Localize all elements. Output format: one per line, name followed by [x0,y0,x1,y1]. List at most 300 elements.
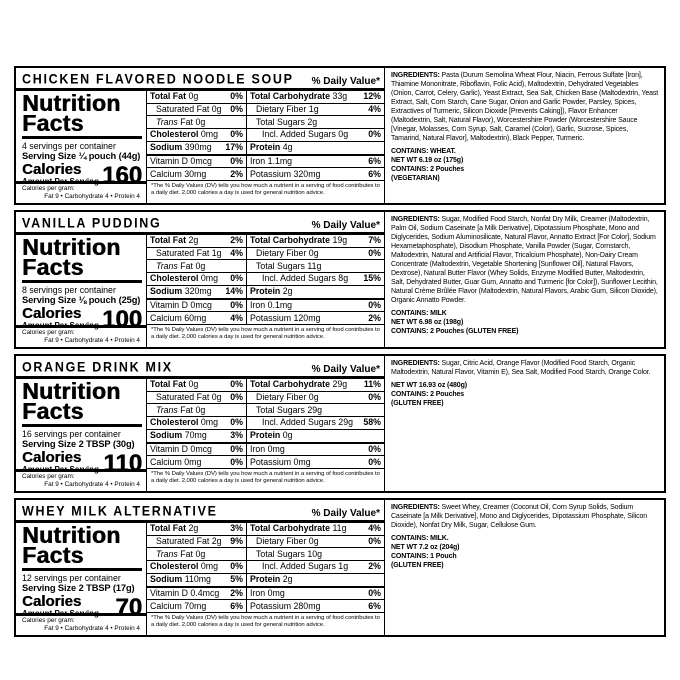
nutrient-name [156,105,222,115]
nutrient-dv-percent: 0% [230,417,243,428]
nutrient-name [150,380,198,390]
nutrient-label: Calcium [150,312,182,323]
nutrient-label: Total Fat [150,91,186,102]
nutrient-label: Dietary Fiber [256,103,307,114]
product-title: VANILLA PUDDING [22,215,162,231]
nutrient-name [262,274,348,284]
nutrient-dv-percent: 0% [368,129,381,140]
ingredients-paragraph [391,215,659,305]
calories-label: Calories [22,305,82,322]
nutrient-name [150,562,218,572]
nutrient-label: Incl. Added Sugars [262,561,336,572]
nutrient-name [150,524,198,534]
nutrient-row [147,417,246,430]
nutrient-row [247,523,384,536]
calories-per-gram-label: Calories per gram: [22,617,75,624]
nutrient-amount: 2g [280,286,293,297]
nutrient-label: Potassium [250,312,292,323]
servings-per-container: 16 servings per container [22,429,121,439]
nutrient-name [250,314,320,324]
serving-size: Serving Size ¼ pouch (44g) [22,151,141,161]
calories-label: Calories [22,449,82,466]
nutrient-label: Dietary Fiber [256,391,307,402]
ingredients-paragraph [391,359,659,377]
nutrient-row [147,404,246,417]
nutrient-name [250,301,292,311]
nutrient-amount: Fat 0g [177,404,206,415]
nutrient-amount: Fat 0g [177,260,206,271]
nutrient-dv-percent: 0% [230,155,243,166]
ingredients-paragraph [391,71,659,143]
nutrient-amount: 29g [304,404,323,415]
daily-value-header: % Daily Value* [311,508,380,519]
nutrient-name [156,406,205,416]
nutrient-amount: 1.1mg [265,155,293,166]
nutrient-row [247,456,384,469]
nutrient-amount: 30mg [181,168,207,179]
nutrition-facts-heading-line1: Nutrition [22,378,121,404]
product-title: ORANGE DRINK MIX [22,359,173,375]
nutrient-name [250,380,347,390]
nutrient-name [150,589,219,599]
nutrition-facts-heading-line1: Nutrition [22,234,121,260]
nutrient-dv-percent: 0% [368,535,381,546]
nutrient-row [247,273,384,286]
nutrient-amount: 0g [306,391,319,402]
nutrient-dv-percent: 4% [230,247,243,258]
nutrient-name [250,236,347,246]
nutrient-name [150,314,206,324]
nutrient-name [250,170,320,180]
nutrient-row [247,260,384,273]
nutrient-row [247,430,384,444]
nutrient-dv-percent: 15% [363,273,381,284]
nutrient-column-left [147,379,247,469]
nutrient-label: Protein [250,286,281,297]
package-meta-line: CONTAINS: 1 Pouch [391,553,457,560]
nutrient-amount: 0g [209,391,222,402]
nutrient-dv-percent: 0% [368,456,381,467]
nutrition-facts-heading-line2: Facts [22,257,142,283]
nutrient-column-right [247,523,384,613]
nutrient-label: Dietary Fiber [256,535,307,546]
nutrient-name [250,143,293,153]
serving-size: Serving Size 2 TBSP (30g) [22,439,135,449]
ingredients-text: Sweet Whey, Creamer (Coconut Oil, Corn Syrup Solids, Sodium Caseinate [a Milk Derivative], Mono and Diglycerides, Dipotassium Phosphate, Silicon Dioxide), Nonfat Dry Milk, Sugar, Cellulose Gum. [391,504,648,529]
nutrient-label: Potassium [250,456,292,467]
nutrient-name [256,393,319,403]
nutrient-label: Saturated Fat [156,391,210,402]
nutrient-dv-percent: 9% [230,535,243,546]
nutrient-column-right [247,235,384,325]
calories-label: Calories [22,593,82,610]
nutrient-row [147,104,246,117]
nutrient-amount: 19g [330,235,348,246]
nutrient-label: Protein [250,574,281,585]
nutrient-dv-percent: 0% [368,587,381,598]
nutrient-label: Protein [250,430,281,441]
nutrition-table [16,68,384,203]
nutrient-dv-percent: 0% [230,456,243,467]
package-meta-line: CONTAINS: 2 Pouches [391,391,465,398]
nutrient-row [147,260,246,273]
nutrient-label: Total Fat [150,523,186,534]
nutrition-facts-heading-line1: Nutrition [22,90,121,116]
ingredients-text: Sugar, Modified Food Starch, Nonfat Dry Milk, Creamer (Maltodextrin, Palm Oil, Sodium Caseinate [a Milk Derivative], Dipotassium Phosphate, Mono and Diglycerides, Sodium Aluminosilicate, Natural Flavor, Annatto Extract [For Color], Sodium Hexametaphosphate), Disodium Phosphate, Vanilla Powder (Sugar, Cornstarch, Maltodextrin, Natural and Artificial Flavor, Tricalcium Phosphate), Non-Dairy Cream Concentrate (Maltodextrin, Vegetable Shortening [Sunflower Oil], Natural Flavors, Dextrose), Natural Butter Flavor (Whey Solids, Enzyme Modified Butter, Maltodextrin, Salt, Dehydrated Butter, Guar Gum, Annatto and Turmeric [for Color]), Sunflower Lecithin, Natural Crème Brûlée Flavor (Maltodextrin, Natural Flavors, Arabic Gum, Silicon Dioxide), Organic Annatto Powder. [391,216,658,304]
nutrient-name [150,274,218,284]
package-meta [391,534,659,570]
nutrient-amount: 0mcg [187,299,212,310]
nutrient-row [147,116,246,129]
nutrient-row [147,456,246,469]
calories-block [22,307,142,334]
nutrient-label: Iron [250,299,266,310]
nutrient-name [250,575,293,585]
servings-per-container: 12 servings per container [22,573,121,583]
nutrient-row [147,548,246,561]
nutrient-label: Total Fat [150,379,186,390]
nutrient-amount: 4g [280,142,293,153]
nutrient-column-left [147,91,247,181]
nutrient-amount: 2g [209,535,222,546]
nutrient-amount: 320mg [182,286,212,297]
nutrient-dv-percent: 0% [368,247,381,258]
nutrient-row [147,561,246,574]
nutrient-name [150,143,212,153]
nutrient-row [147,156,246,169]
nutrient-dv-percent: 4% [368,103,381,114]
nutrient-row [147,300,246,313]
nutrient-row [247,300,384,313]
nutrient-label: Sodium [150,574,183,585]
nutrient-label: Total Carbohydrate [250,235,330,246]
nutrient-dv-percent: 0% [230,561,243,572]
nutrient-dv-percent: 0% [230,103,243,114]
nutrient-amount: 0g [280,430,293,441]
nutrient-name [150,575,211,585]
nutrient-row [247,168,384,181]
nutrient-amount: 29g [330,379,348,390]
package-meta-line: CONTAINS: 2 Pouches (GLUTEN FREE) [391,328,519,335]
nutrition-table [16,356,384,491]
calories-per-gram-label: Calories per gram: [22,185,75,192]
nutrient-row [147,129,246,142]
nutrient-row [147,168,246,181]
nutrient-amount: 0g [335,129,349,140]
nutrient-row [147,574,246,588]
nutrition-facts-heading-line2: Facts [22,113,142,139]
nutrient-amount: 70mg [181,600,207,611]
calories-per-gram-values: Fat 9 • Carbohydrate 4 • Protein 4 [44,192,140,200]
nutrient-label: Dietary Fiber [256,247,307,258]
nutrient-dv-percent: 6% [230,600,243,611]
nutrient-column-right [247,379,384,469]
package-meta-line: (GLUTEN FREE) [391,400,444,407]
calories-label: Calories [22,161,82,178]
nutrient-row [247,91,384,104]
serving-size: Serving Size ⅛ pouch (25g) [22,295,141,305]
serving-size: Serving Size 2 TBSP (17g) [22,583,135,593]
nutrient-name [256,118,317,128]
panel-header [16,500,384,523]
nutrient-dv-percent: 2% [230,235,243,246]
calories-value: 110 [103,450,142,477]
nutrient-name [150,236,198,246]
nutrient-amount: 0.4mcg [187,587,220,598]
nutrient-dv-percent: 3% [230,430,243,441]
nutrient-name [156,249,222,259]
nutrition-facts-panel [14,354,666,493]
nutrient-name [250,589,285,599]
ingredients-text: Pasta (Durum Semolina Wheat Flour, Niacin, Ferrous Sulfate [Iron], Thiamine Mononitrate, Riboflavin, Folic Acid), Maltodextrin, Dehydrated Vegetables (Onion, Carrot, Celery, Garlic), Yeast Extract, Sea Salt, Chicken Base (Maltodextrin, Yeast Extract, Salt, Corn Starch, Cane Sugar, Onion and Garlic Powder, Parsley, Spices, Extractives of Turmeric, Silicon Dioxide [Prevents Caking]), Flavor Enhancer (Maltodextrin, Salt, Natural Flavor), Worcestershire Powder (Worcestershire Sauce [Vinegar, Molasses, Corn Syrup, Salt, Caramel (Color), Garlic, Sucrose, Spices, Tamarind, Natural Flavor], Maltodextrin), Black Pepper, Turmeric. [391,72,659,142]
nutrient-label: Total Sugars [256,404,305,415]
nutrient-row [247,248,384,261]
nutrient-name [156,537,222,547]
nutrient-row [147,142,246,156]
package-meta-line: CONTAINS: WHEAT. [391,148,456,155]
calories-per-gram-label: Calories per gram: [22,473,75,480]
package-meta-line: (VEGETARIAN) [391,175,440,182]
package-meta [391,147,659,183]
nutrient-amount: 0mg [265,443,285,454]
ingredients-text: Sugar, Citric Acid, Orange Flavor (Modified Food Starch, Organic Maltodextrin, Natural Flavor, Vitamin E), Sea Salt, Modified Food Starch, Orange Color. [391,360,651,376]
nutrient-name [150,602,206,612]
package-meta [391,381,659,408]
nutrient-name [250,458,311,468]
nutrient-dv-percent: 0% [368,299,381,310]
daily-value-footnote: *The % Daily Values (DV) tells you how much a nutrient in a serving of food contributes to a daily diet. 2,000 calories a day is used for general nutrition advice. [151,471,380,484]
product-title: CHICKEN FLAVORED NOODLE SOUP [22,71,294,87]
amount-per-serving-label: Amount Per Serving [22,177,99,186]
nutrient-amount: 70mg [182,430,207,441]
nutrient-name [250,92,347,102]
nutrient-amount: 0g [186,91,199,102]
calories-block [22,595,142,622]
nutrient-amount: 10g [304,548,323,559]
nutrient-amount: 280mg [291,600,321,611]
panel-header [16,212,384,235]
nutrient-label: Cholesterol [150,561,199,572]
nutrient-label: Incl. Added Sugars [262,273,336,284]
nutrient-name [150,130,218,140]
nutrient-amount: 0.1mg [265,299,293,310]
nutrient-column-left [147,235,247,325]
calories-value: 160 [101,162,142,189]
package-meta [391,309,659,336]
nutrition-table [16,500,384,635]
ingredients-label: INGREDIENTS: [391,216,440,223]
nutrient-amount: 110mg [182,574,211,585]
ingredients-block [384,500,664,635]
nutrient-dv-percent: 0% [230,391,243,402]
panel-header [16,68,384,91]
nutrient-name [250,157,292,167]
nutrient-label: Sodium [150,286,183,297]
nutrient-amount: 0g [306,247,319,258]
nutrient-name [256,406,322,416]
nutrient-row [147,273,246,286]
nutrient-row [147,392,246,405]
calories-per-gram-values: Fat 9 • Carbohydrate 4 • Protein 4 [44,624,140,632]
nutrient-name [150,287,212,297]
nutrient-label: Total Carbohydrate [250,91,330,102]
calories-block [22,163,142,190]
nutrient-row [247,379,384,392]
nutrient-dv-percent: 4% [230,312,243,323]
calories-value: 70 [115,594,142,621]
nutrient-label: Iron [250,443,266,454]
package-meta-line: NET WT 16.93 oz (480g) [391,382,467,389]
nutrient-label: Vitamin D [150,587,188,598]
nutrient-amount: 1g [306,103,319,114]
nutrient-label: Iron [250,587,266,598]
nutrient-dv-percent: 2% [368,561,381,572]
nutrient-label: Incl. Added Sugars [262,417,336,428]
panel-header [16,356,384,379]
nutrient-name [150,431,207,441]
nutrient-row [247,142,384,156]
nutrient-row [147,248,246,261]
package-meta-line: NET WT 7.2 oz (204g) [391,544,460,551]
nutrient-row [247,104,384,117]
nutrient-label: Potassium [250,600,292,611]
nutrient-row [147,536,246,549]
nutrient-dv-percent: 3% [230,523,243,534]
nutrient-label: Total Fat [150,235,186,246]
nutrition-facts-heading-line2: Facts [22,545,142,571]
nutrient-label: Vitamin D [150,299,188,310]
nutrient-amount: 0mg [291,456,311,467]
ingredients-block [384,68,664,203]
daily-value-footnote: *The % Daily Values (DV) tells you how much a nutrient in a serving of food contributes to a daily diet. 2,000 calories a day is used for general nutrition advice. [151,327,380,340]
nutrient-label: Sodium [150,142,183,153]
nutrient-row [247,417,384,430]
nutrition-facts-heading-line1: Nutrition [22,522,121,548]
label-sheet [14,66,666,642]
nutrient-name [256,105,319,115]
nutrient-amount: 0mg [265,587,285,598]
nutrient-dv-percent: 0% [230,299,243,310]
nutrient-label: Protein [250,142,281,153]
nutrient-name [150,301,212,311]
nutrient-amount: Fat 0g [177,116,206,127]
nutrient-dv-percent: 0% [230,443,243,454]
nutrient-row [247,536,384,549]
nutrient-name [256,262,321,272]
nutrient-label: Potassium [250,168,292,179]
nutrient-name [262,562,348,572]
nutrient-label: Saturated Fat [156,247,210,258]
ingredients-paragraph [391,503,659,530]
nutrient-label: Calcium [150,168,182,179]
nutrient-name [150,458,201,468]
nutrient-name [250,524,346,534]
nutrient-name [150,92,198,102]
nutrient-dv-percent: 0% [368,391,381,402]
nutrient-row [147,379,246,392]
nutrition-facts-heading-line2: Facts [22,401,142,427]
nutrient-name [256,249,319,259]
nutrient-label: Trans [156,260,178,271]
nutrient-name [156,118,205,128]
nutrient-amount: 0mcg [187,443,212,454]
nutrient-row [247,600,384,613]
nutrient-amount: 0g [209,103,222,114]
nutrient-amount: 0mg [181,456,202,467]
package-meta-line: NET WT 6.98 oz (198g) [391,319,464,326]
nutrient-amount: 390mg [182,142,212,153]
nutrient-row [147,523,246,536]
nutrient-column-left [147,523,247,613]
nutrient-amount: 33g [330,91,348,102]
nutrient-row [147,430,246,444]
nutrient-row [247,116,384,129]
nutrient-dv-percent: 0% [230,379,243,390]
nutrient-label: Trans [156,548,178,559]
nutrient-row [247,404,384,417]
nutrient-dv-percent: 2% [230,168,243,179]
nutrient-label: Cholesterol [150,273,199,284]
nutrient-label: Incl. Added Sugars [262,129,336,140]
nutrient-name [256,550,322,560]
nutrient-dv-percent: 0% [230,129,243,140]
nutrient-row [247,286,384,300]
nutrient-amount: 8g [335,273,349,284]
nutrient-name [256,537,319,547]
nutrient-label: Total Carbohydrate [250,379,330,390]
nutrient-row [247,444,384,457]
nutrient-dv-percent: 7% [368,235,381,246]
nutrient-row [147,312,246,325]
nutrient-amount: 2g [186,235,199,246]
ingredients-block [384,212,664,347]
calories-per-gram-label: Calories per gram: [22,329,75,336]
nutrient-amount: Fat 0g [177,548,206,559]
nutrient-label: Trans [156,116,178,127]
nutrient-name [156,550,205,560]
nutrient-amount: 0g [306,535,319,546]
nutrient-row [247,235,384,248]
nutrient-row [247,392,384,405]
ingredients-label: INGREDIENTS: [391,504,440,511]
nutrient-row [247,548,384,561]
nutrient-amount: 0g [186,379,199,390]
nutrient-amount: 29g [335,417,353,428]
nutrient-amount: 0mg [198,561,218,572]
calories-block [22,451,142,478]
nutrient-row [147,588,246,601]
nutrient-name [156,262,205,272]
amount-per-serving-label: Amount Per Serving [22,321,99,330]
nutrient-amount: 0mg [198,417,218,428]
nutrient-name [150,170,206,180]
nutrient-name [150,418,218,428]
nutrient-amount: 2g [186,523,199,534]
nutrient-amount: 11g [304,260,322,271]
nutrition-facts-panel [14,498,666,637]
package-meta-line: (GLUTEN FREE) [391,562,444,569]
nutrient-amount: 2g [280,574,293,585]
calories-per-gram-values: Fat 9 • Carbohydrate 4 • Protein 4 [44,480,140,488]
nutrient-name [150,445,212,455]
servings-per-container: 8 servings per container [22,285,116,295]
package-meta-line: CONTAINS: MILK. [391,535,449,542]
nutrient-name [262,130,348,140]
nutrient-row [247,129,384,142]
nutrient-label: Total Sugars [256,116,305,127]
servings-per-container: 4 servings per container [22,141,116,151]
package-meta-line: CONTAINS: 2 Pouches [391,166,465,173]
